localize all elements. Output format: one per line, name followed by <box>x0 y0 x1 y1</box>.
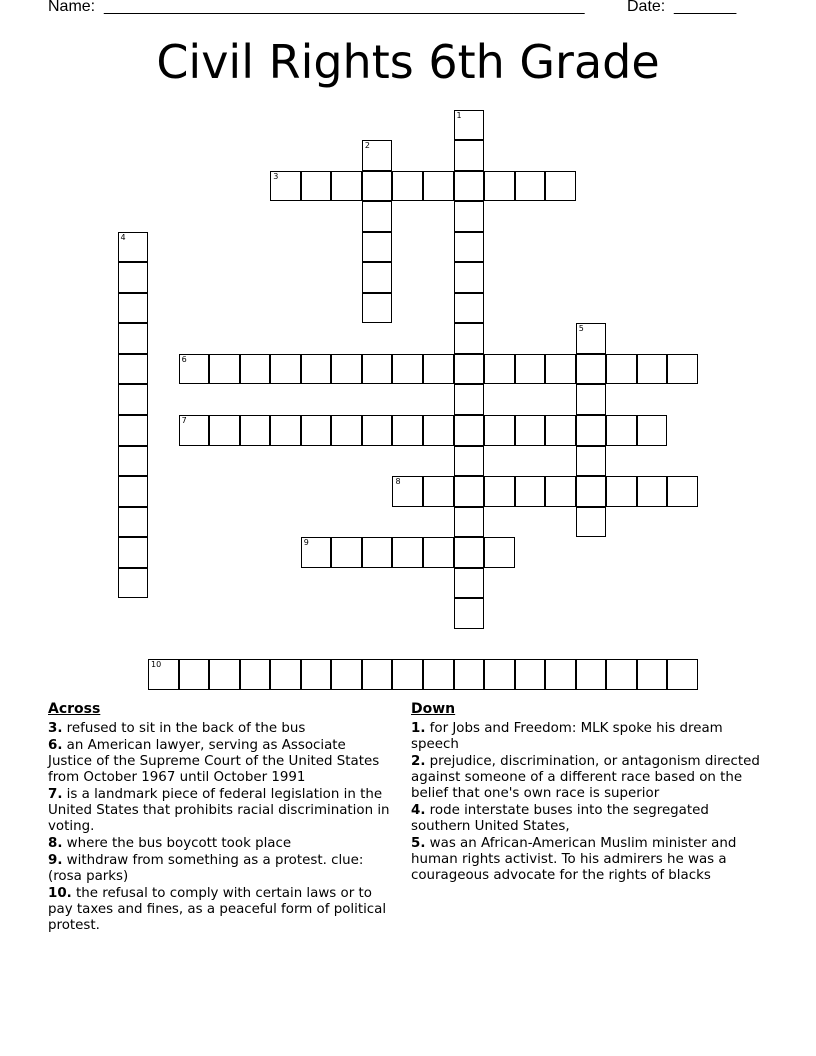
clue-number: 3. <box>48 721 63 736</box>
crossword-cell[interactable] <box>515 171 546 202</box>
down-clue <box>411 803 761 835</box>
crossword-cell[interactable] <box>362 354 393 385</box>
page-title: Civil Rights 6th Grade <box>156 35 660 89</box>
crossword-cell[interactable] <box>118 415 149 446</box>
clue-text: for Jobs and Freedom: MLK spoke his dream speech <box>411 721 723 752</box>
clue-number-label: 3 <box>273 171 279 181</box>
crossword-cell[interactable] <box>301 415 332 446</box>
crossword-cell[interactable] <box>667 354 698 385</box>
crossword-cell[interactable] <box>240 415 271 446</box>
crossword-cell[interactable] <box>454 140 485 171</box>
crossword-cell[interactable] <box>637 354 668 385</box>
crossword-cell[interactable] <box>362 293 393 324</box>
crossword-cell[interactable] <box>209 659 240 690</box>
crossword-cell[interactable] <box>270 415 301 446</box>
crossword-cell[interactable] <box>301 354 332 385</box>
clue-number-label: 10 <box>151 660 162 670</box>
crossword-cell[interactable] <box>362 201 393 232</box>
crossword-cell[interactable] <box>484 476 515 507</box>
crossword-cell[interactable] <box>362 415 393 446</box>
down-clue-list <box>411 721 761 884</box>
crossword-cell[interactable] <box>515 476 546 507</box>
crossword-cell[interactable] <box>392 354 423 385</box>
crossword-cell[interactable] <box>454 354 485 385</box>
crossword-cell[interactable] <box>454 110 485 141</box>
crossword-cell[interactable] <box>118 476 149 507</box>
crossword-cell[interactable] <box>454 201 485 232</box>
crossword-cell[interactable] <box>484 659 515 690</box>
crossword-cell[interactable] <box>637 476 668 507</box>
crossword-cell[interactable] <box>179 415 210 446</box>
crossword-cell[interactable] <box>454 415 485 446</box>
crossword-cell[interactable] <box>423 171 454 202</box>
across-clues <box>48 700 393 935</box>
crossword-cell[interactable] <box>209 354 240 385</box>
crossword-cell[interactable] <box>606 354 637 385</box>
across-clue <box>48 886 393 934</box>
crossword-cell[interactable] <box>637 415 668 446</box>
crossword-cell[interactable] <box>118 354 149 385</box>
clue-number: 2. <box>411 754 426 769</box>
crossword-cell[interactable] <box>392 415 423 446</box>
crossword-cell[interactable] <box>545 415 576 446</box>
crossword-cell[interactable] <box>576 476 607 507</box>
crossword-cell[interactable] <box>118 323 149 354</box>
clue-text: withdraw from something as a protest. clue:(rosa parks) <box>48 853 364 884</box>
clue-number: 7. <box>48 787 63 802</box>
crossword-cell[interactable] <box>179 659 210 690</box>
crossword-cell[interactable] <box>362 262 393 293</box>
crossword-cell[interactable] <box>331 415 362 446</box>
crossword-cell[interactable] <box>118 293 149 324</box>
clue-text: prejudice, discrimination, or antagonism directed against someone of a different race based on the belief that one's own race is superior <box>411 754 760 801</box>
clue-number-label: 5 <box>578 324 584 334</box>
crossword-cell[interactable] <box>423 476 454 507</box>
clue-number-label: 2 <box>364 141 370 151</box>
crossword-cell[interactable] <box>454 446 485 477</box>
crossword-cell[interactable] <box>331 354 362 385</box>
name-line[interactable]: ______________________________________________________ <box>104 0 585 15</box>
crossword-cell[interactable] <box>454 598 485 629</box>
crossword-cell[interactable] <box>484 415 515 446</box>
crossword-cell[interactable] <box>270 354 301 385</box>
crossword-cell[interactable] <box>454 323 485 354</box>
clue-number: 1. <box>411 721 426 736</box>
crossword-cell[interactable] <box>301 171 332 202</box>
crossword-cell[interactable] <box>423 354 454 385</box>
crossword-cell[interactable] <box>209 415 240 446</box>
crossword-cell[interactable] <box>454 293 485 324</box>
crossword-cell[interactable] <box>454 507 485 538</box>
crossword-cell[interactable] <box>392 537 423 568</box>
crossword-cell[interactable] <box>423 537 454 568</box>
crossword-cell[interactable] <box>179 354 210 385</box>
crossword-cell[interactable] <box>606 415 637 446</box>
crossword-cell[interactable] <box>270 171 301 202</box>
crossword-cell[interactable] <box>576 415 607 446</box>
crossword-cell[interactable] <box>576 354 607 385</box>
crossword-cell[interactable] <box>545 171 576 202</box>
crossword-cell[interactable] <box>576 507 607 538</box>
crossword-cell[interactable] <box>362 537 393 568</box>
crossword-cell[interactable] <box>454 171 485 202</box>
clue-number-label: 6 <box>181 354 187 364</box>
clue-text: an American lawyer, serving as Associate Justice of the Supreme Court of the United States from October 1967 until October 1991 <box>48 738 380 785</box>
crossword-cell[interactable] <box>454 384 485 415</box>
down-clue <box>411 836 761 884</box>
crossword-cell[interactable] <box>576 384 607 415</box>
date-line[interactable]: _______ <box>674 0 737 15</box>
across-clue <box>48 738 393 786</box>
crossword-cell[interactable] <box>118 507 149 538</box>
across-heading: Across <box>48 701 101 717</box>
crossword-cell[interactable] <box>484 537 515 568</box>
crossword-cell[interactable] <box>545 476 576 507</box>
crossword-cell[interactable] <box>362 140 393 171</box>
crossword-cell[interactable] <box>545 354 576 385</box>
crossword-cell[interactable] <box>454 568 485 599</box>
clue-text: refused to sit in the back of the bus <box>66 721 306 736</box>
across-clue <box>48 721 393 737</box>
clue-text: the refusal to comply with certain laws or to pay taxes and fines, as a peaceful form of political protest. <box>48 886 387 933</box>
crossword-cell[interactable] <box>331 659 362 690</box>
crossword-cell[interactable] <box>423 415 454 446</box>
clue-number-label: 4 <box>120 232 126 242</box>
crossword-cell[interactable] <box>454 232 485 263</box>
crossword-cell[interactable] <box>637 659 668 690</box>
clue-number: 8. <box>48 836 63 851</box>
clue-number: 9. <box>48 853 63 868</box>
crossword-cell[interactable] <box>362 171 393 202</box>
down-clues <box>411 700 761 885</box>
crossword-cell[interactable] <box>576 446 607 477</box>
clue-text: was an African-American Muslim minister and human rights activist. To his admirers he was a courageous advocate for the rights of blacks <box>411 836 737 883</box>
crossword-cell[interactable] <box>240 659 271 690</box>
crossword-cell[interactable] <box>118 537 149 568</box>
crossword-cell[interactable] <box>118 232 149 263</box>
crossword-cell[interactable] <box>515 354 546 385</box>
crossword-cell[interactable] <box>362 659 393 690</box>
name-label: Name: <box>48 0 96 15</box>
clue-text: where the bus boycott took place <box>66 836 292 851</box>
clue-number: 4. <box>411 803 426 818</box>
down-clue <box>411 721 761 753</box>
crossword-cell[interactable] <box>454 476 485 507</box>
crossword-cell[interactable] <box>454 537 485 568</box>
crossword-cell[interactable] <box>392 476 423 507</box>
crossword-cell[interactable] <box>148 659 179 690</box>
across-clue <box>48 836 393 852</box>
crossword-cell[interactable] <box>270 659 301 690</box>
crossword-cell[interactable] <box>515 659 546 690</box>
clue-number: 6. <box>48 738 63 753</box>
down-heading: Down <box>411 701 456 717</box>
crossword-cell[interactable] <box>118 262 149 293</box>
crossword-cell[interactable] <box>331 537 362 568</box>
crossword-cell[interactable] <box>392 171 423 202</box>
crossword-cell[interactable] <box>392 659 423 690</box>
crossword-cell[interactable] <box>362 232 393 263</box>
crossword-cell[interactable] <box>301 537 332 568</box>
clue-number-label: 9 <box>303 538 309 548</box>
across-clue <box>48 787 393 835</box>
across-clue-list <box>48 721 393 934</box>
crossword-cell[interactable] <box>118 568 149 599</box>
crossword-cell[interactable] <box>423 659 454 690</box>
date-label: Date: <box>627 0 666 15</box>
crossword-cell[interactable] <box>454 262 485 293</box>
across-clue <box>48 853 393 885</box>
clue-number: 5. <box>411 836 426 851</box>
crossword-cell[interactable] <box>576 323 607 354</box>
crossword-cell[interactable] <box>576 659 607 690</box>
crossword-cell[interactable] <box>240 354 271 385</box>
crossword-cell[interactable] <box>515 415 546 446</box>
crossword-cell[interactable] <box>118 446 149 477</box>
clue-number-label: 7 <box>181 416 187 425</box>
clue-number: 10. <box>48 886 72 901</box>
crossword-cell[interactable] <box>484 171 515 202</box>
crossword-cell[interactable] <box>667 659 698 690</box>
crossword-cell[interactable] <box>454 659 485 690</box>
down-clue <box>411 754 761 802</box>
crossword-cell[interactable] <box>545 659 576 690</box>
crossword-cell[interactable] <box>331 171 362 202</box>
crossword-cell[interactable] <box>606 659 637 690</box>
clue-number-label: 8 <box>395 477 401 487</box>
crossword-cell[interactable] <box>606 476 637 507</box>
clue-text: is a landmark piece of federal legislation in the United States that prohibits racial discrimination in voting. <box>48 787 390 834</box>
crossword-cell[interactable] <box>667 476 698 507</box>
crossword-cell[interactable] <box>118 384 149 415</box>
clue-text: rode interstate buses into the segregated southern United States, <box>411 803 709 834</box>
clue-number-label: 1 <box>456 110 462 120</box>
crossword-cell[interactable] <box>484 354 515 385</box>
crossword-cell[interactable] <box>301 659 332 690</box>
